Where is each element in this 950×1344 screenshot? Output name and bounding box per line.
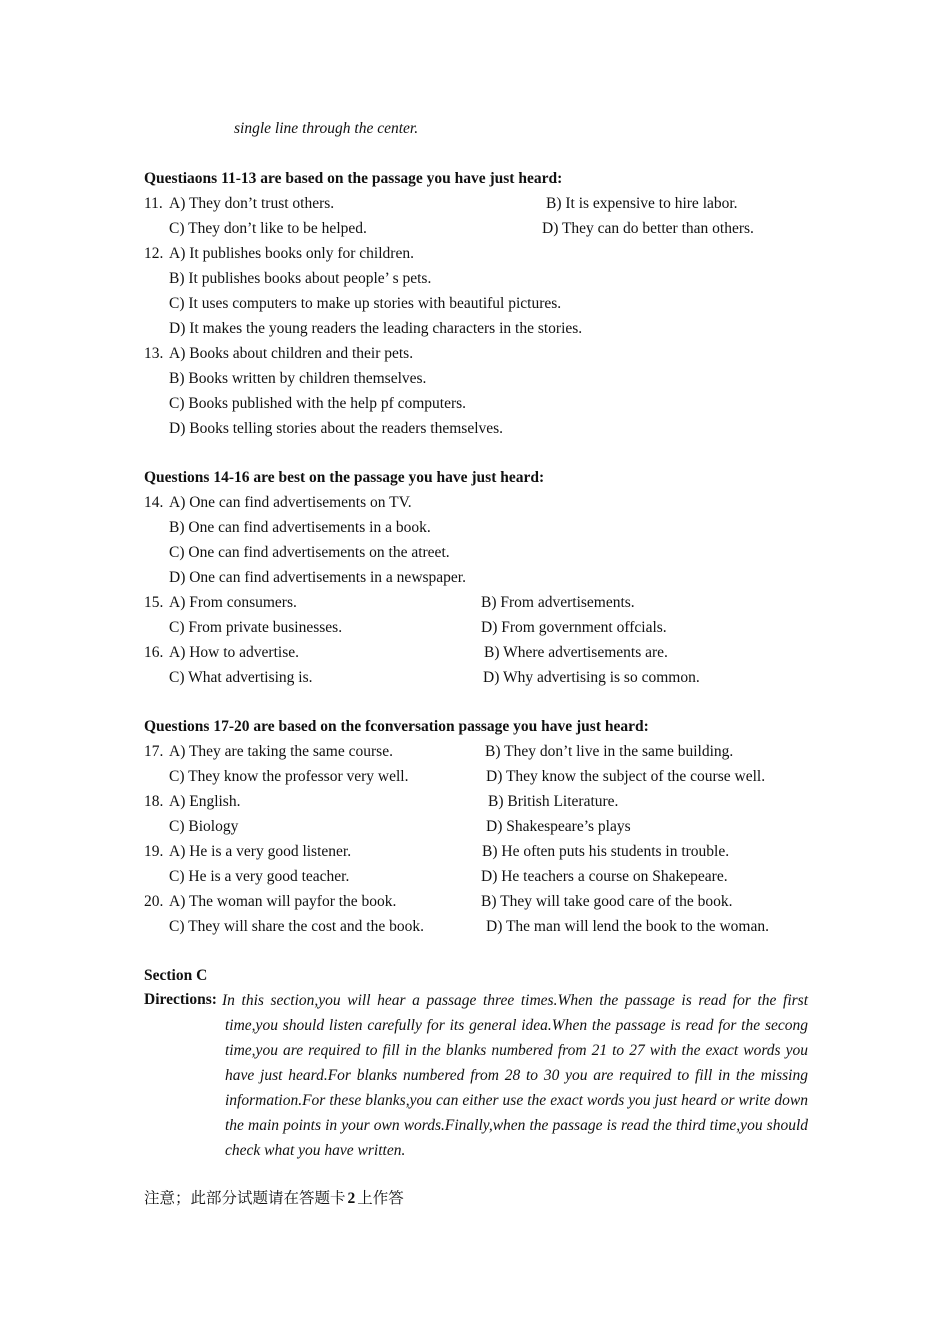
q19-option-c: C) He is a very good teacher. <box>169 868 350 885</box>
q11-option-d: D) They can do better than others. <box>542 220 754 237</box>
q20-option-a: A) The woman will payfor the book. <box>169 893 397 910</box>
group-heading-11-13: Questiaons 11-13 are based on the passage you have just heard: <box>144 170 563 187</box>
q11-option-b: B) It is expensive to hire labor. <box>546 195 738 212</box>
q15-option-d: D) From government offcials. <box>481 619 667 636</box>
q17-option-d: D) They know the subject of the course well. <box>486 768 766 785</box>
q13-option-d: D) Books telling stories about the readers themselves. <box>169 420 504 437</box>
question-number: 20. <box>144 893 164 910</box>
q18-option-b: B) British Literature. <box>488 793 619 810</box>
q18-option-d: D) Shakespeare’s plays <box>486 818 631 835</box>
question-number: 13. <box>144 345 164 362</box>
q16-option-d: D) Why advertising is so common. <box>483 669 700 686</box>
q14-option-c: C) One can find advertisements on the atreet. <box>169 544 450 561</box>
q16-option-c: C) What advertising is. <box>169 669 313 686</box>
question-number: 14. <box>144 494 164 511</box>
q17-option-a: A) They are taking the same course. <box>169 743 393 760</box>
question-number: 18. <box>144 793 164 810</box>
q12-option-b: B) It publishes books about people’ s pets. <box>169 270 432 287</box>
directions-text: In this section,you will hear a passage three times.When the passage is read for the first time,you should listen carefully for its general idea.When the passage is read for the secong time,you are required to fill in the blanks numbered from 21 to 27 with the exact words you have just heard.For blanks numbered from 28 to 30 you are required to fill in the missing information.For these blanks,you can either use the exact words you just heard or write down the main points in your own words.Finally,when the passage is read the third time,you should check what you have written. <box>222 992 808 1159</box>
question-number: 19. <box>144 843 164 860</box>
q11-option-c: C) They don’t like to be helped. <box>169 220 367 237</box>
note-prefix: 注意；此部分试题请在答题卡 <box>144 1190 346 1207</box>
q17-option-c: C) They know the professor very well. <box>169 768 409 785</box>
answer-sheet-note <box>144 1189 404 1209</box>
q15-option-c: C) From private businesses. <box>169 619 343 636</box>
question-number: 11. <box>144 195 163 212</box>
q19-option-d: D) He teachers a course on Shakepeare. <box>481 868 728 885</box>
question-number: 17. <box>144 743 164 760</box>
question-number: 15. <box>144 594 164 611</box>
group-heading-17-20: Questions 17-20 are based on the fconversation passage you have just heard: <box>144 718 649 735</box>
q14-option-d: D) One can find advertisements in a newspaper. <box>169 569 466 586</box>
q12-option-a: A) It publishes books only for children. <box>169 245 414 262</box>
q19-option-b: B) He often puts his students in trouble. <box>482 843 730 860</box>
section-c-title: Section C <box>144 967 208 984</box>
note-sheet-number: 2 <box>347 1190 356 1207</box>
q18-option-c: C) Biology <box>169 818 239 835</box>
q19-option-a: A) He is a very good listener. <box>169 843 352 860</box>
q16-option-a: A) How to advertise. <box>169 644 299 661</box>
q20-option-d: D) The man will lend the book to the woman. <box>486 918 769 935</box>
question-number: 16. <box>144 644 164 661</box>
q14-option-b: B) One can find advertisements in a book. <box>169 519 431 536</box>
q20-option-c: C) They will share the cost and the book. <box>169 918 424 935</box>
q14-option-a: A) One can find advertisements on TV. <box>169 494 412 511</box>
q15-option-b: B) From advertisements. <box>481 594 635 611</box>
q13-option-c: C) Books published with the help pf computers. <box>169 395 467 412</box>
q11-option-a: A) They don’t trust others. <box>169 195 335 212</box>
q16-option-b: B) Where advertisements are. <box>484 644 668 661</box>
note-suffix: 上作答 <box>357 1190 404 1207</box>
q12-option-d: D) It makes the young readers the leading characters in the stories. <box>169 320 583 337</box>
q18-option-a: A) English. <box>169 793 241 810</box>
intro-fragment: single line through the center. <box>234 120 419 137</box>
q20-option-b: B) They will take good care of the book. <box>481 893 733 910</box>
question-number: 12. <box>144 245 164 262</box>
q17-option-b: B) They don’t live in the same building. <box>485 743 734 760</box>
directions-label: Directions: <box>144 991 217 1008</box>
q13-option-b: B) Books written by children themselves. <box>169 370 427 387</box>
q13-option-a: A) Books about children and their pets. <box>169 345 414 362</box>
q15-option-a: A) From consumers. <box>169 594 297 611</box>
group-heading-14-16: Questions 14-16 are best on the passage you have just heard: <box>144 469 545 486</box>
q12-option-c: C) It uses computers to make up stories with beautiful pictures. <box>169 295 562 312</box>
